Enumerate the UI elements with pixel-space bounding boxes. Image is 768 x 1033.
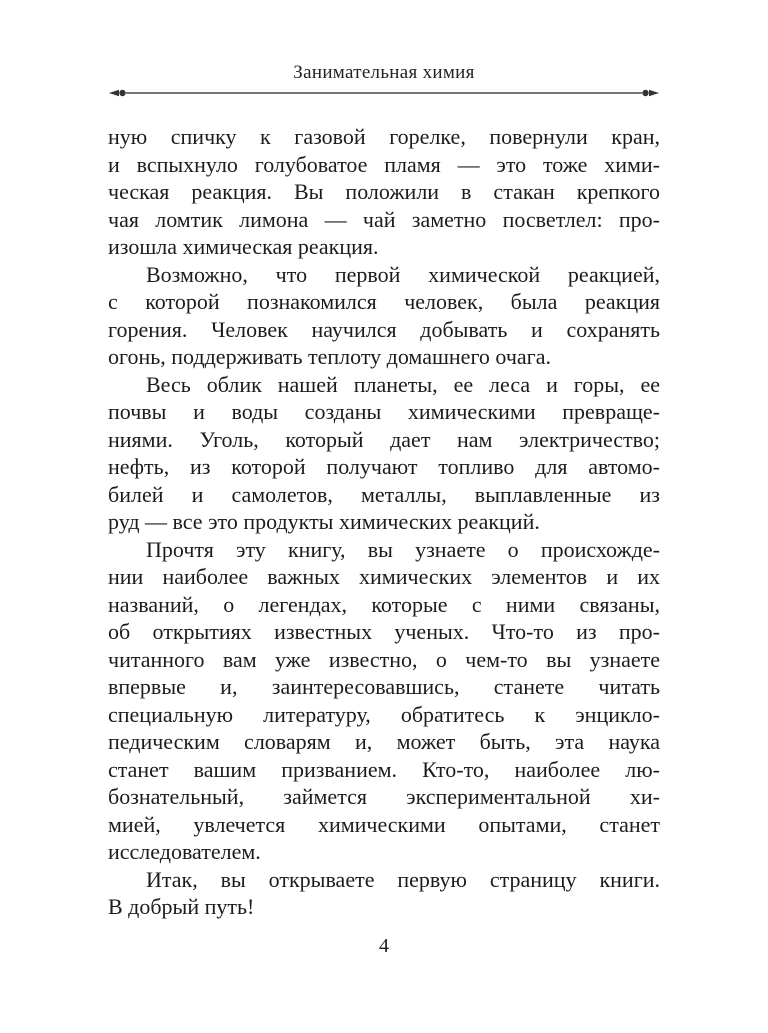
text-line: изошла химическая реакция. [108, 234, 379, 259]
text-line: Весь облик нашей планеты, ее леса и горы, ее [146, 371, 660, 397]
header-rule-ornament [108, 87, 660, 99]
text-line: и вспыхнуло голубоватое пламя — это тоже хими- [108, 151, 660, 177]
text-line: читанного вам уже известно, о чем-то вы узнаете [108, 646, 660, 672]
text-line: нефть, из которой получают топливо для автомо- [108, 454, 660, 479]
text-line: чая ломтик лимона — чай заметно посветлел: про- [108, 206, 660, 232]
text-line: почвы и воды созданы химическими превраще- [108, 399, 660, 424]
paragraph [108, 536, 660, 866]
page-footer [0, 935, 768, 958]
page-header [0, 0, 768, 99]
text-line: билей и самолетов, металлы, выплавленные из [108, 481, 660, 507]
page-number: 4 [379, 934, 389, 957]
text-line: Прочтя эту книгу, вы узнаете о происхожде- [146, 536, 660, 562]
rule-finial-right-dot-icon [642, 90, 648, 96]
text-line: педическим словарям и, может быть, эта наука [108, 729, 660, 754]
text-line: об открытиях известных ученых. Что-то из про- [108, 619, 660, 644]
rule-finial-left-dot-icon [119, 90, 125, 96]
text-line: исследователем. [108, 839, 261, 864]
text-line: станет вашим призванием. Кто-то, наиболее лю- [108, 756, 660, 782]
running-title: Занимательная химия [293, 62, 475, 83]
paragraph [108, 371, 660, 536]
text-line: Возможно, что первой химической реакцией, [146, 261, 660, 287]
text-line: с которой познакомился человек, была реакция [108, 289, 660, 314]
text-line: горения. Человек научился добывать и сохранять [108, 316, 660, 342]
text-line: бознательный, займется экспериментальной хи- [108, 784, 660, 809]
text-line: огонь, поддерживать теплоту домашнего очага. [108, 344, 551, 369]
text-line: ную спичку к газовой горелке, повернули кран, [108, 124, 660, 149]
rule-finial-right-arrow-icon [649, 90, 659, 96]
text-line: руд — все это продукты химических реакций. [108, 509, 540, 534]
paragraph [108, 261, 660, 371]
header-rule [108, 87, 660, 99]
text-line: мией, увлечется химическими опытами, станет [108, 811, 660, 837]
text-line: нии наиболее важных химических элементов и их [108, 564, 660, 589]
paragraph [108, 866, 660, 921]
text-line: специальную литературу, обратитесь к энцикло- [108, 701, 660, 727]
text-line: ниями. Уголь, который дает нам электричество; [108, 426, 660, 452]
text-line: Итак, вы открываете первую страницу книги. [146, 866, 660, 892]
text-line: ческая реакция. Вы положили в стакан крепкого [108, 179, 660, 204]
page-body [108, 123, 660, 921]
text-line: впервые и, заинтересовавшись, станете читать [108, 674, 660, 699]
paragraph [108, 123, 660, 261]
text-line: В добрый путь! [108, 894, 255, 919]
text-line: названий, о легендах, которые с ними связаны, [108, 591, 660, 617]
rule-finial-left-arrow-icon [109, 90, 119, 96]
